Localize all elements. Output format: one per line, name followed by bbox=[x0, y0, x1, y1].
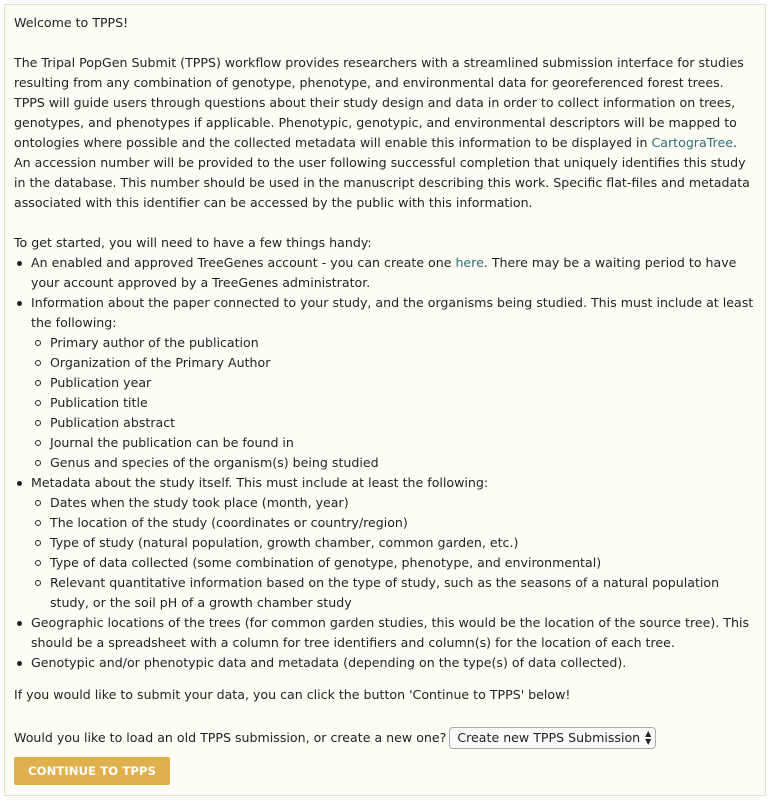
list-item: Publication title bbox=[31, 393, 756, 413]
paper-sublist bbox=[31, 333, 756, 473]
load-row bbox=[14, 727, 756, 749]
select-arrows-icon: ▲ ▼ bbox=[645, 729, 652, 746]
tpps-panel bbox=[4, 4, 766, 796]
list-item: Type of data collected (some combination of genotype, phenotype, and environmental) bbox=[31, 553, 756, 573]
list-item-study bbox=[14, 473, 756, 613]
load-question: Would you like to load an old TPPS submission, or create a new one? bbox=[14, 730, 447, 745]
tpps-content bbox=[14, 13, 756, 785]
study-sublist bbox=[31, 493, 756, 613]
list-item: Type of study (natural population, growth chamber, common garden, etc.) bbox=[31, 533, 756, 553]
submission-select[interactable] bbox=[449, 727, 656, 749]
continue-to-tpps-button[interactable]: CONTINUE TO TPPS bbox=[14, 757, 170, 785]
welcome-heading: Welcome to TPPS! bbox=[14, 15, 129, 30]
list-item-geo: Geographic locations of the trees (for common garden studies, this would be the location of the source tree). This should be a spreadsheet with a column for tree identifiers and column(s) for the location of each tree. bbox=[14, 613, 756, 653]
list-item: Publication year bbox=[31, 373, 756, 393]
submit-note: If you would like to submit your data, you can click the button 'Continue to TPPS' below! bbox=[14, 687, 571, 702]
study-label: Metadata about the study itself. This must include at least the following: bbox=[31, 475, 489, 490]
list-item: Dates when the study took place (month, year) bbox=[31, 493, 756, 513]
create-account-link[interactable]: here bbox=[455, 255, 484, 270]
account-text-1: An enabled and approved TreeGenes account - you can create one bbox=[31, 255, 456, 270]
list-item-genotypic: Genotypic and/or phenotypic data and metadata (depending on the type(s) of data collected). bbox=[14, 653, 756, 673]
requirements-list bbox=[14, 253, 756, 673]
list-item: Genus and species of the organism(s) being studied bbox=[31, 453, 756, 473]
list-item: Organization of the Primary Author bbox=[31, 353, 756, 373]
list-item: Publication abstract bbox=[31, 413, 756, 433]
list-item: Primary author of the publication bbox=[31, 333, 756, 353]
intro-text-2: . An accession number will be provided to the user following successful completion that uniquely identifies this study in the database. This number should be used in the manuscript describing this work. Specific flat-files and metadata associated with this identifier can be accessed by the public with this information. bbox=[14, 135, 750, 210]
account-text-2: . There may be a waiting period to have your account approved by a TreeGenes administrator. bbox=[31, 255, 737, 290]
list-item-account bbox=[14, 253, 756, 293]
submission-select-value: Create new TPPS Submission bbox=[457, 730, 641, 745]
list-item: Journal the publication can be found in bbox=[31, 433, 756, 453]
getting-started-text: To get started, you will need to have a few things handy: bbox=[14, 235, 372, 250]
list-item-paper bbox=[14, 293, 756, 473]
cartogratree-link[interactable]: CartograTree bbox=[651, 135, 733, 150]
intro-paragraph bbox=[14, 53, 756, 213]
paper-label: Information about the paper connected to your study, and the organisms being studied. This must include at least the following: bbox=[31, 295, 754, 330]
list-item: Relevant quantitative information based on the type of study, such as the seasons of a natural population study, or the soil pH of a growth chamber study bbox=[31, 573, 756, 613]
intro-text-1: The Tripal PopGen Submit (TPPS) workflow provides researchers with a streamlined submission interface for studies resulting from any combination of genotype, phenotype, and environmental data for georeferenced forest trees. TPPS will guide users through questions about their study design and data in order to collect information on trees, genotypes, and phenotypes if applicable. Phenotypic, genotypic, and environmental descriptors will be mapped to ontologies where possible and the collected metadata will enable this information to be displayed in bbox=[14, 55, 744, 150]
list-item: The location of the study (coordinates or country/region) bbox=[31, 513, 756, 533]
